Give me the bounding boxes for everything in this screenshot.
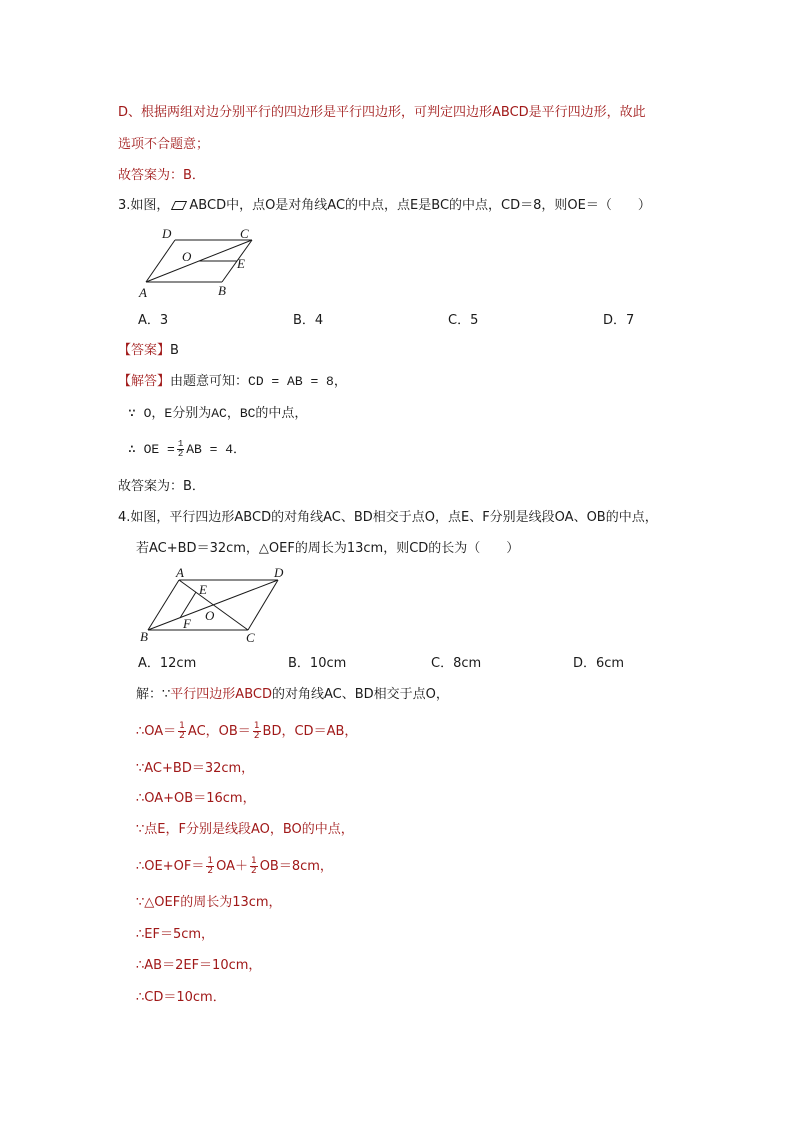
q4-s2-frac1-den: 2	[179, 731, 185, 741]
q4-s2-frac1-num: 1	[179, 721, 185, 731]
q3-analysis-eq: CD = AB = 8，	[248, 374, 347, 389]
q3-therefore	[128, 440, 246, 459]
q4-option-c: C．8cm	[431, 656, 482, 671]
q4-s6-frac2-den: 2	[250, 866, 257, 876]
q4-side-ab	[148, 580, 179, 630]
q4-option-d: D．6cm	[573, 656, 625, 671]
q3-answer-tag: 【答案】	[118, 343, 171, 358]
q3-answer-value: B	[170, 343, 179, 358]
q4-label-f: F	[183, 616, 191, 631]
q4-solution-line9: ∴AB＝2EF＝10cm，	[136, 958, 262, 973]
q4-s2-frac1	[178, 722, 186, 741]
q4-s6-frac1	[206, 857, 214, 876]
q3-because: ∵ O，E分别为AC，BC的中点，	[128, 406, 308, 421]
q4-stem-line2: 若AC+BD＝32cm，△OEF的周长为13cm，则CD的长为（ ）	[136, 541, 520, 556]
q4-solution-line10: ∴CD＝10cm．	[136, 990, 226, 1005]
q3-number: 3.如图，	[118, 198, 170, 213]
q4-s6-c: OB＝8cm，	[259, 859, 333, 874]
q3-option-b: B．4	[293, 313, 324, 328]
q4-label-o: O	[205, 608, 215, 623]
q4-option-a: A．12cm	[138, 656, 197, 671]
q3-option-d: D．7	[603, 313, 635, 328]
q3-frac-den: 2	[177, 449, 184, 459]
q4-s2-b: AC，OB＝	[187, 724, 251, 739]
q4-solution-line6	[136, 857, 333, 876]
q3-final: 故答案为：B．	[118, 479, 205, 494]
q4-sol-because: ∵	[162, 687, 171, 702]
q4-solution-line2	[136, 722, 357, 741]
q4-s6-b: OA＋	[216, 859, 248, 874]
q3-label-e: E	[237, 256, 245, 271]
q4-label-a: A	[176, 565, 184, 580]
q4-label-e: E	[199, 582, 207, 597]
prev-solution-line2: 选项不合题意；	[118, 137, 210, 152]
q3-option-a: A．3	[138, 313, 169, 328]
q4-s6-a: ∴OE+OF＝	[136, 859, 205, 874]
q4-solution-line3: ∵AC+BD＝32cm，	[136, 761, 255, 776]
q4-s2-frac2-num: 1	[253, 721, 260, 731]
q3-label-b: B	[218, 283, 226, 298]
q3-side-ad	[146, 240, 175, 282]
q4-solution-line1	[136, 686, 449, 704]
q4-label-d: D	[274, 565, 284, 580]
q4-figure	[138, 564, 290, 646]
q4-s6-frac1-den: 2	[207, 866, 214, 876]
q4-option-b: B．10cm	[288, 656, 347, 671]
q4-side-dc	[248, 580, 278, 630]
prev-solution-line1: D、根据两组对边分别平行的四边形是平行四边形，可判定四边形ABCD是平行四边形，故此	[118, 105, 646, 120]
q3-half-fraction	[177, 440, 184, 459]
q3-therefore-suffix: AB = 4．	[186, 441, 247, 457]
q4-s2-a: ∴OA＝	[136, 724, 177, 739]
q3-label-c: C	[240, 226, 249, 241]
q4-solution-line7: ∵△OEF的周长为13cm，	[136, 895, 282, 910]
q3-analysis	[118, 373, 347, 391]
q3-stem-text: ABCD中，点O是对角线AC的中点，点E是BC的中点，CD＝8，则OE＝（ ）	[189, 198, 651, 213]
q4-sol-prefix: 解：	[136, 687, 163, 702]
q3-label-d: D	[162, 226, 172, 241]
q4-stem-line1: 4.如图，平行四边形ABCD的对角线AC、BD相交于点O，点E、F分别是线段OA、OB的中点，	[118, 510, 658, 525]
q3-analysis-tag: 【解答】	[118, 374, 171, 389]
q4-s6-frac2-num: 1	[250, 856, 257, 866]
parallelogram-symbol-icon	[171, 201, 187, 210]
q3-frac-num: 1	[177, 439, 184, 449]
q4-solution-line4: ∴OA+OB＝16cm，	[136, 791, 256, 806]
q3-option-c: C．5	[448, 313, 479, 328]
q3-therefore-prefix: ∴ OE =	[128, 441, 175, 457]
q3-answer	[118, 342, 179, 360]
q3-label-o: O	[182, 249, 192, 264]
q3-figure	[138, 224, 264, 300]
q3-label-a: A	[139, 285, 147, 300]
q4-label-b: B	[140, 629, 148, 644]
q4-sol-red-text: 平行四边形ABCD	[170, 687, 272, 702]
q4-solution-line8: ∴EF＝5cm，	[136, 927, 215, 942]
q4-s2-frac2	[253, 722, 261, 741]
q4-sol-black-text: 的对角线AC、BD相交于点O，	[271, 687, 449, 702]
prev-solution-final: 故答案为：B．	[118, 168, 205, 183]
q4-s2-c: BD，CD＝AB，	[262, 724, 358, 739]
q4-s2-frac2-den: 2	[253, 731, 260, 741]
q4-s6-frac2	[250, 857, 258, 876]
q3-analysis-intro: 由题意可知：	[170, 374, 249, 389]
q3-stem	[118, 197, 651, 215]
q4-label-c: C	[246, 630, 255, 645]
q4-solution-line5: ∵点E，F分别是线段AO，BO的中点，	[136, 822, 354, 837]
q4-s6-frac1-num: 1	[207, 856, 214, 866]
